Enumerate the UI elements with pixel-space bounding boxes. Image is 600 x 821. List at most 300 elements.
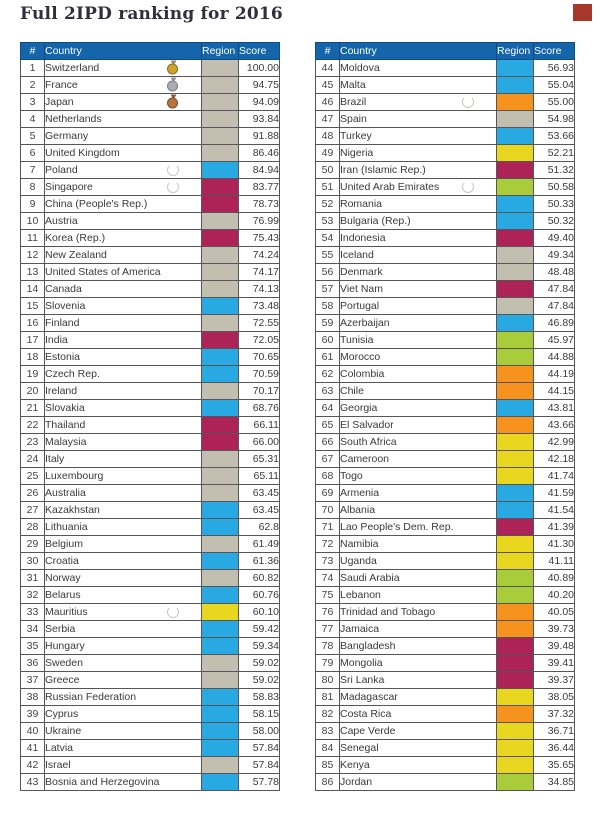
rank-cell: 9 — [21, 196, 45, 213]
country-name: Norway — [45, 572, 81, 584]
score-cell: 37.32 — [534, 706, 575, 723]
region-swatch — [202, 60, 239, 77]
score-cell: 54.98 — [534, 111, 575, 128]
table-row — [316, 60, 575, 77]
score-cell: 47.84 — [534, 281, 575, 298]
score-cell: 42.18 — [534, 451, 575, 468]
score-cell: 59.34 — [239, 638, 280, 655]
region-swatch — [202, 315, 239, 332]
ranking-table-left — [20, 42, 280, 791]
score-cell: 41.54 — [534, 502, 575, 519]
country-name: Australia — [45, 487, 86, 499]
table-row — [316, 638, 575, 655]
wreath-icon — [167, 606, 179, 618]
table-row — [316, 672, 575, 689]
region-swatch — [202, 570, 239, 587]
score-cell: 50.32 — [534, 213, 575, 230]
score-cell: 40.05 — [534, 604, 575, 621]
region-swatch — [202, 485, 239, 502]
rank-cell: 84 — [316, 740, 340, 757]
score-cell: 72.55 — [239, 315, 280, 332]
region-swatch — [202, 434, 239, 451]
country-cell — [340, 519, 497, 536]
table-row — [21, 94, 280, 111]
score-cell: 44.15 — [534, 383, 575, 400]
table-row — [21, 553, 280, 570]
rank-cell: 16 — [21, 315, 45, 332]
country-cell — [340, 60, 497, 77]
country-cell — [340, 723, 497, 740]
region-swatch — [202, 689, 239, 706]
rank-cell: 38 — [21, 689, 45, 706]
country-name: Moldova — [340, 62, 380, 74]
country-cell — [45, 94, 202, 111]
country-cell — [45, 400, 202, 417]
score-cell: 46.89 — [534, 315, 575, 332]
table-row — [21, 349, 280, 366]
score-cell: 50.33 — [534, 196, 575, 213]
country-name: Romania — [340, 198, 383, 210]
country-cell — [45, 587, 202, 604]
table-row — [316, 740, 575, 757]
country-name: Armenia — [340, 487, 380, 499]
region-swatch — [202, 281, 239, 298]
region-swatch — [202, 638, 239, 655]
score-cell: 39.37 — [534, 672, 575, 689]
country-name: Canada — [45, 283, 82, 295]
country-name: Kazakhstan — [45, 504, 100, 516]
region-swatch — [497, 553, 534, 570]
country-name: Colombia — [340, 368, 385, 380]
region-swatch — [202, 162, 239, 179]
score-cell: 58.15 — [239, 706, 280, 723]
country-name: Morocco — [340, 351, 381, 363]
region-swatch — [202, 77, 239, 94]
rank-cell: 27 — [21, 502, 45, 519]
table-row — [316, 281, 575, 298]
score-cell: 83.77 — [239, 179, 280, 196]
region-swatch — [202, 145, 239, 162]
region-swatch — [202, 196, 239, 213]
rank-cell: 79 — [316, 655, 340, 672]
ranking-table-right — [315, 42, 575, 791]
table-row — [21, 434, 280, 451]
country-name: Trinidad and Tobago — [340, 606, 436, 618]
country-cell — [45, 604, 202, 621]
country-cell — [45, 417, 202, 434]
table-row — [316, 519, 575, 536]
country-name: Madagascar — [340, 691, 398, 703]
country-cell — [340, 145, 497, 162]
table-row — [21, 740, 280, 757]
region-swatch — [202, 349, 239, 366]
region-swatch — [202, 451, 239, 468]
table-row — [21, 213, 280, 230]
rank-cell: 56 — [316, 264, 340, 281]
rank-cell: 1 — [21, 60, 45, 77]
rank-cell: 20 — [21, 383, 45, 400]
country-cell — [45, 264, 202, 281]
rank-cell: 33 — [21, 604, 45, 621]
region-swatch — [202, 672, 239, 689]
rank-cell: 72 — [316, 536, 340, 553]
region-swatch — [202, 468, 239, 485]
country-name: Austria — [45, 215, 78, 227]
score-cell: 84.94 — [239, 162, 280, 179]
country-name: Israel — [45, 759, 71, 771]
score-cell: 39.41 — [534, 655, 575, 672]
country-name: Singapore — [45, 181, 93, 193]
country-name: Germany — [45, 130, 89, 142]
country-cell — [340, 740, 497, 757]
rank-cell: 69 — [316, 485, 340, 502]
table-row — [316, 162, 575, 179]
country-name: Greece — [45, 674, 80, 686]
country-cell — [45, 60, 202, 77]
rank-cell: 17 — [21, 332, 45, 349]
score-cell: 57.78 — [239, 774, 280, 791]
country-cell — [45, 536, 202, 553]
score-cell: 70.65 — [239, 349, 280, 366]
rank-cell: 76 — [316, 604, 340, 621]
rank-cell: 59 — [316, 315, 340, 332]
country-cell — [45, 757, 202, 774]
score-cell: 58.00 — [239, 723, 280, 740]
country-cell — [340, 553, 497, 570]
country-cell — [340, 213, 497, 230]
country-name: China (People's Rep.) — [45, 198, 148, 210]
country-name: Brazil — [340, 96, 367, 108]
rank-cell: 71 — [316, 519, 340, 536]
country-cell — [340, 128, 497, 145]
region-swatch — [202, 723, 239, 740]
region-swatch — [202, 230, 239, 247]
score-cell: 44.19 — [534, 366, 575, 383]
country-name: Cape Verde — [340, 725, 396, 737]
country-cell — [45, 247, 202, 264]
country-name: Finland — [45, 317, 80, 329]
score-cell: 65.11 — [239, 468, 280, 485]
country-cell — [45, 349, 202, 366]
region-swatch — [497, 128, 534, 145]
country-cell — [45, 723, 202, 740]
rank-cell: 47 — [316, 111, 340, 128]
rank-cell: 5 — [21, 128, 45, 145]
region-swatch — [202, 502, 239, 519]
rank-cell: 6 — [21, 145, 45, 162]
wreath-icon — [167, 164, 179, 176]
table-row — [21, 366, 280, 383]
country-cell — [45, 553, 202, 570]
score-cell: 36.44 — [534, 740, 575, 757]
country-cell — [340, 757, 497, 774]
country-name: Saudi Arabia — [340, 572, 400, 584]
country-name: Bangladesh — [340, 640, 396, 652]
country-name: Albania — [340, 504, 376, 516]
region-swatch — [497, 655, 534, 672]
region-swatch — [497, 298, 534, 315]
country-name: Cameroon — [340, 453, 390, 465]
table-row — [316, 315, 575, 332]
score-cell: 42.99 — [534, 434, 575, 451]
table-row — [21, 604, 280, 621]
score-cell: 63.45 — [239, 485, 280, 502]
score-cell: 50.58 — [534, 179, 575, 196]
rank-cell: 41 — [21, 740, 45, 757]
region-swatch — [202, 587, 239, 604]
rank-cell: 78 — [316, 638, 340, 655]
score-cell: 66.00 — [239, 434, 280, 451]
score-column-header: Score — [534, 43, 575, 60]
country-cell — [340, 281, 497, 298]
region-swatch — [497, 111, 534, 128]
country-name: Mauritius — [45, 606, 88, 618]
table-row — [316, 230, 575, 247]
rank-cell: 13 — [21, 264, 45, 281]
score-cell: 38.05 — [534, 689, 575, 706]
country-name: Korea (Rep.) — [45, 232, 106, 244]
rank-cell: 67 — [316, 451, 340, 468]
region-swatch — [497, 162, 534, 179]
region-swatch — [202, 774, 239, 791]
country-name: Georgia — [340, 402, 378, 414]
country-name: Namibia — [340, 538, 379, 550]
country-cell — [340, 366, 497, 383]
rank-cell: 31 — [21, 570, 45, 587]
country-name: Luxembourg — [45, 470, 104, 482]
table-row — [316, 655, 575, 672]
score-cell: 65.31 — [239, 451, 280, 468]
table-row — [316, 553, 575, 570]
region-swatch — [497, 400, 534, 417]
table-row — [21, 298, 280, 315]
rank-cell: 21 — [21, 400, 45, 417]
rank-cell: 74 — [316, 570, 340, 587]
region-swatch — [202, 264, 239, 281]
country-cell — [340, 77, 497, 94]
table-row — [21, 247, 280, 264]
country-cell — [45, 77, 202, 94]
country-name: Belgium — [45, 538, 83, 550]
rank-cell: 24 — [21, 451, 45, 468]
region-swatch — [497, 179, 534, 196]
country-name: Croatia — [45, 555, 79, 567]
score-cell: 41.39 — [534, 519, 575, 536]
region-swatch — [202, 332, 239, 349]
country-name: United States of America — [45, 266, 161, 278]
country-name: Spain — [340, 113, 367, 125]
country-name: Japan — [45, 96, 74, 108]
rank-cell: 40 — [21, 723, 45, 740]
table-row — [21, 689, 280, 706]
country-cell — [45, 519, 202, 536]
table-row — [21, 451, 280, 468]
table-row — [21, 281, 280, 298]
table-row — [21, 502, 280, 519]
rank-cell: 55 — [316, 247, 340, 264]
score-cell: 55.04 — [534, 77, 575, 94]
country-cell — [340, 94, 497, 111]
score-cell: 91.88 — [239, 128, 280, 145]
rank-cell: 83 — [316, 723, 340, 740]
region-swatch — [497, 417, 534, 434]
table-row — [316, 417, 575, 434]
rank-cell: 39 — [21, 706, 45, 723]
country-name: Iran (Islamic Rep.) — [340, 164, 426, 176]
score-cell: 74.17 — [239, 264, 280, 281]
score-cell: 74.24 — [239, 247, 280, 264]
country-cell — [340, 434, 497, 451]
country-cell — [45, 706, 202, 723]
score-cell: 59.02 — [239, 672, 280, 689]
table-row — [21, 315, 280, 332]
score-cell: 73.48 — [239, 298, 280, 315]
region-swatch — [497, 519, 534, 536]
table-row — [316, 383, 575, 400]
score-cell: 47.84 — [534, 298, 575, 315]
country-cell — [340, 621, 497, 638]
table-row — [21, 774, 280, 791]
score-cell: 52.21 — [534, 145, 575, 162]
country-name: Estonia — [45, 351, 81, 363]
country-name: Slovakia — [45, 402, 85, 414]
rank-cell: 14 — [21, 281, 45, 298]
score-cell: 41.74 — [534, 468, 575, 485]
country-name: Switzerland — [45, 62, 100, 74]
rank-cell: 48 — [316, 128, 340, 145]
country-name: Sri Lanka — [340, 674, 385, 686]
rank-cell: 60 — [316, 332, 340, 349]
country-cell — [340, 485, 497, 502]
region-swatch — [497, 77, 534, 94]
table-row — [316, 689, 575, 706]
region-swatch — [497, 434, 534, 451]
rank-cell: 61 — [316, 349, 340, 366]
country-cell — [45, 570, 202, 587]
rank-cell: 29 — [21, 536, 45, 553]
rank-cell: 54 — [316, 230, 340, 247]
country-cell — [340, 604, 497, 621]
country-name: Jamaica — [340, 623, 380, 635]
country-cell — [340, 536, 497, 553]
region-swatch — [202, 655, 239, 672]
table-header — [316, 43, 575, 60]
score-cell: 48.48 — [534, 264, 575, 281]
rank-cell: 44 — [316, 60, 340, 77]
region-swatch — [202, 536, 239, 553]
rank-cell: 22 — [21, 417, 45, 434]
rank-cell: 25 — [21, 468, 45, 485]
score-cell: 55.00 — [534, 94, 575, 111]
region-swatch — [202, 740, 239, 757]
country-cell — [340, 706, 497, 723]
score-cell: 40.89 — [534, 570, 575, 587]
country-cell — [45, 655, 202, 672]
country-name: United Arab Emirates — [340, 181, 440, 193]
country-cell — [340, 468, 497, 485]
rank-cell: 62 — [316, 366, 340, 383]
country-cell — [340, 502, 497, 519]
country-cell — [45, 111, 202, 128]
table-row — [316, 128, 575, 145]
country-name: Lebanon — [340, 589, 381, 601]
region-swatch — [497, 94, 534, 111]
country-name: Ukraine — [45, 725, 82, 737]
country-name: Uganda — [340, 555, 377, 567]
country-cell — [45, 162, 202, 179]
region-swatch — [202, 247, 239, 264]
table-row — [316, 77, 575, 94]
table-row — [316, 145, 575, 162]
score-cell: 74.13 — [239, 281, 280, 298]
rank-cell: 53 — [316, 213, 340, 230]
region-swatch — [202, 298, 239, 315]
rank-cell: 10 — [21, 213, 45, 230]
page-title: Full 2IPD ranking for 2016 — [20, 4, 283, 24]
rank-cell: 45 — [316, 77, 340, 94]
score-cell: 41.59 — [534, 485, 575, 502]
country-cell — [45, 281, 202, 298]
region-swatch — [497, 451, 534, 468]
country-name: Slovenia — [45, 300, 86, 312]
country-cell — [45, 638, 202, 655]
country-name: Iceland — [340, 249, 374, 261]
region-swatch — [497, 247, 534, 264]
region-swatch — [202, 128, 239, 145]
table-row — [316, 536, 575, 553]
table-row — [316, 247, 575, 264]
region-swatch — [202, 757, 239, 774]
country-name: Belarus — [45, 589, 81, 601]
country-cell — [45, 740, 202, 757]
score-cell: 58.83 — [239, 689, 280, 706]
country-name: Lithuania — [45, 521, 88, 533]
country-column-header: Country — [340, 43, 497, 60]
country-cell — [45, 366, 202, 383]
country-cell — [45, 196, 202, 213]
table-row — [316, 332, 575, 349]
country-name: Mongolia — [340, 657, 383, 669]
table-row — [316, 400, 575, 417]
table-row — [316, 94, 575, 111]
table-row — [21, 162, 280, 179]
table-row — [21, 672, 280, 689]
region-swatch — [497, 213, 534, 230]
region-swatch — [497, 723, 534, 740]
rank-cell: 37 — [21, 672, 45, 689]
wreath-icon — [462, 181, 474, 193]
table-row — [21, 128, 280, 145]
country-cell — [340, 315, 497, 332]
table-row — [21, 383, 280, 400]
table-row — [316, 264, 575, 281]
rank-cell: 28 — [21, 519, 45, 536]
table-row — [21, 417, 280, 434]
table-row — [316, 196, 575, 213]
table-row — [21, 536, 280, 553]
rank-cell: 15 — [21, 298, 45, 315]
table-row — [316, 179, 575, 196]
gold-medal-icon — [167, 64, 178, 75]
country-cell — [45, 128, 202, 145]
score-cell: 60.82 — [239, 570, 280, 587]
score-cell: 59.02 — [239, 655, 280, 672]
rank-cell: 64 — [316, 400, 340, 417]
rank-cell: 7 — [21, 162, 45, 179]
country-name: Jordan — [340, 776, 373, 788]
table-row — [316, 757, 575, 774]
country-cell — [340, 179, 497, 196]
